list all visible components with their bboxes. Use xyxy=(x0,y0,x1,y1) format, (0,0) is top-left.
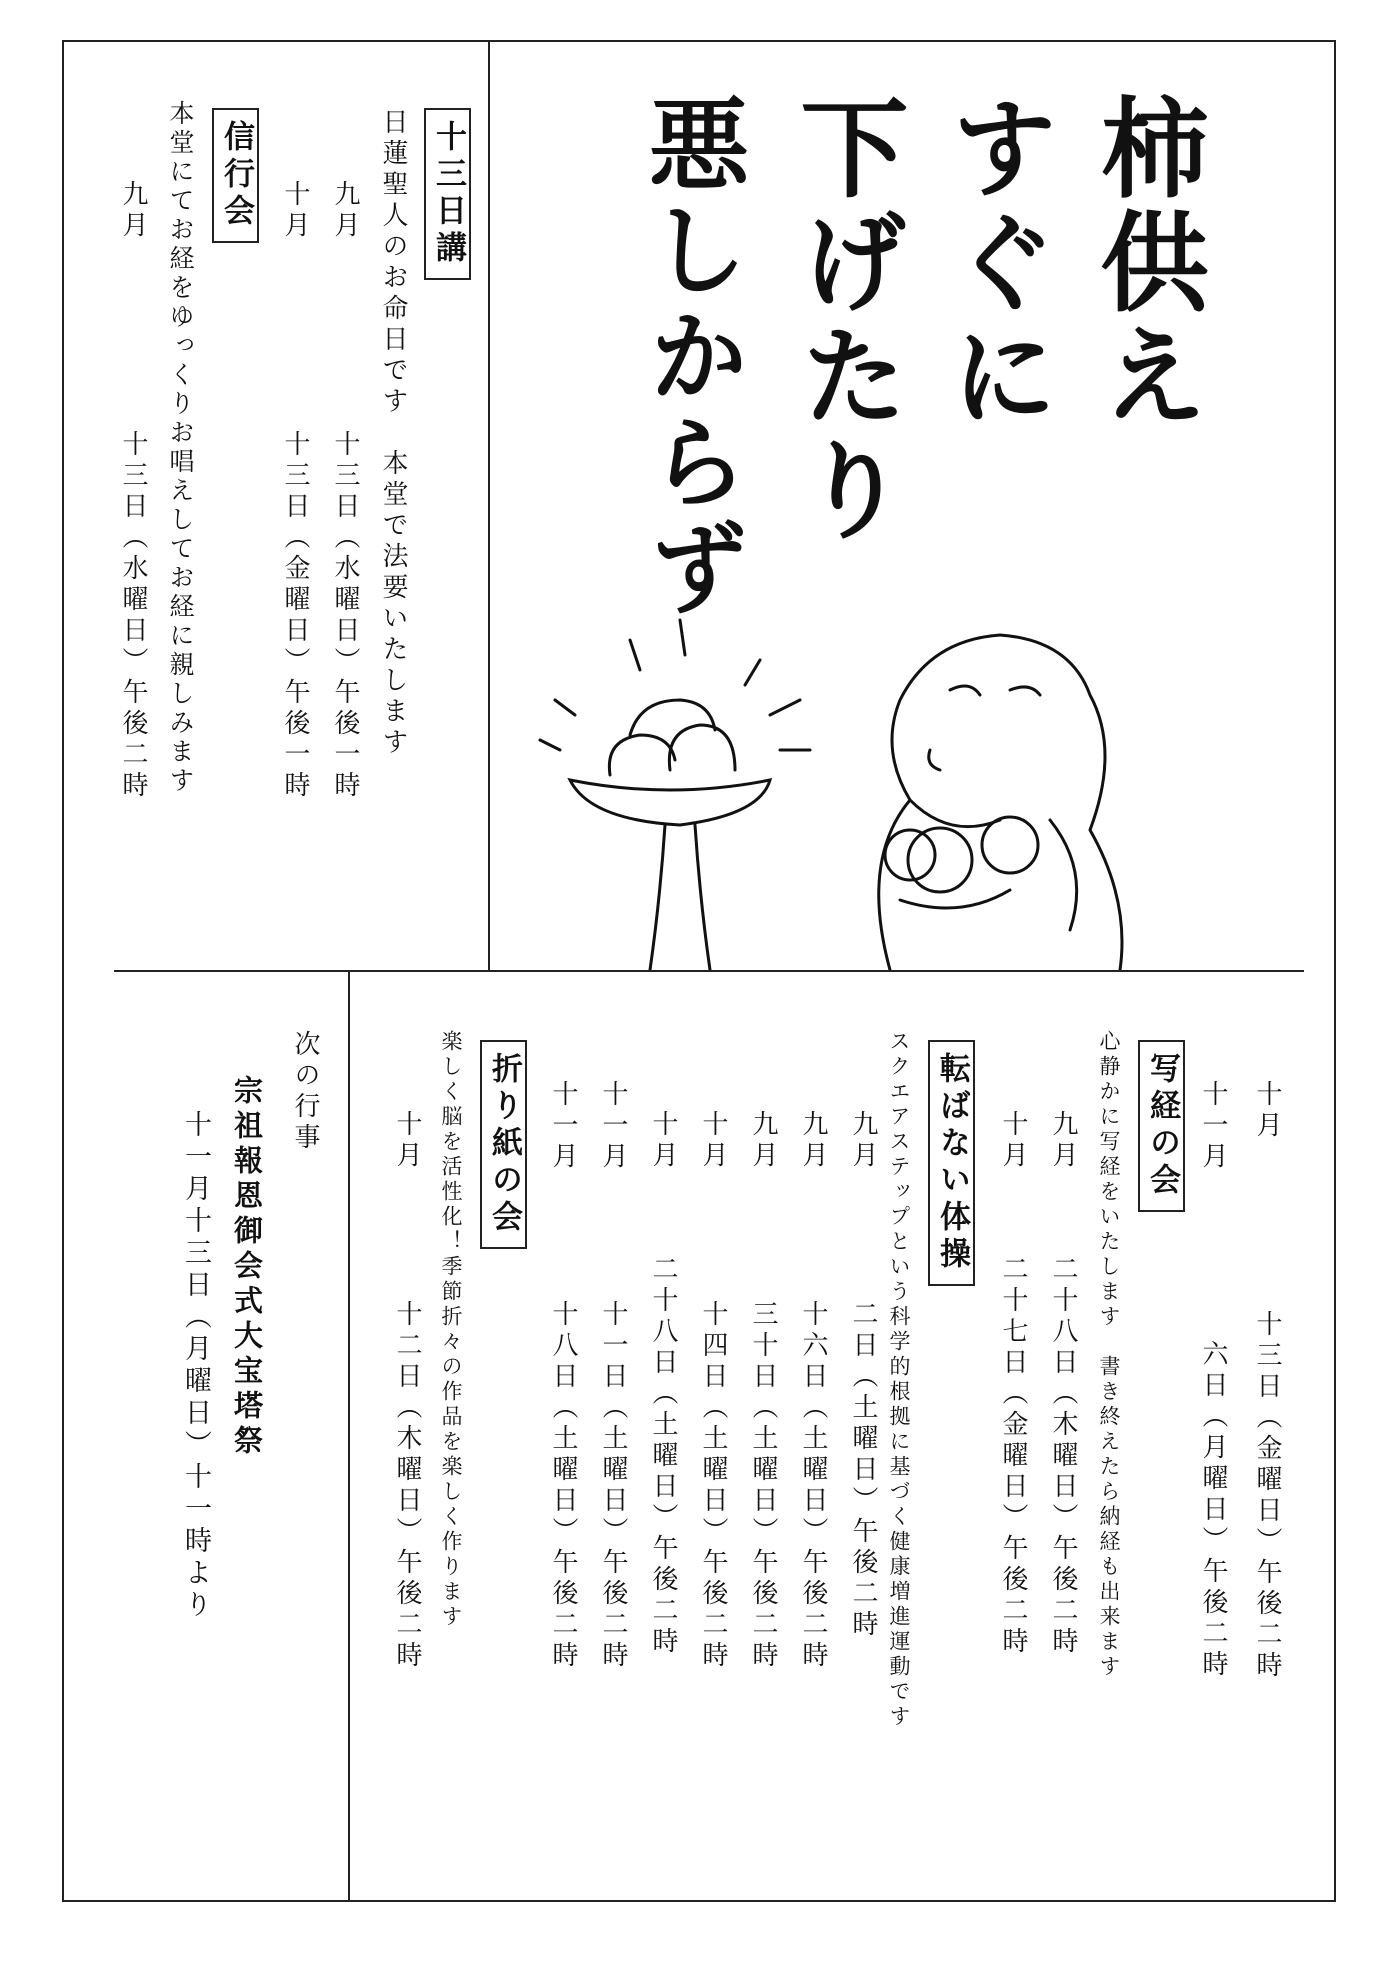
korobanai-month-7: 十一月 xyxy=(548,1080,578,1173)
korobanai-date-1: 二日（土曜日）午後二時 xyxy=(848,1300,878,1641)
shakyo-title: 写経の会 xyxy=(1138,1040,1185,1212)
calligraphy-line-1: 柿供え xyxy=(1082,92,1207,434)
shingyokai-month-1: 九月 xyxy=(118,180,148,242)
next-event-date: 十一月十三日（月曜日）十一時より xyxy=(180,1110,211,1622)
korobanai-month-6: 十一月 xyxy=(598,1080,628,1173)
shakyo-month-2: 十一月 xyxy=(1198,1080,1228,1173)
korobanai-date-4: 十四日（土曜日）午後二時 xyxy=(698,1300,728,1672)
next-event-name: 宗祖報恩御会式大宝塔祭 xyxy=(230,1075,264,1460)
korobanai-date-2: 十六日（土曜日）午後二時 xyxy=(798,1300,828,1672)
korobanai-description: スクエアステップという科学的根拠に基づく健康増進運動です xyxy=(887,1030,911,1730)
korobanai-month-2: 九月 xyxy=(798,1110,828,1172)
top-vertical-divider xyxy=(488,40,490,970)
jusanichiko-month-2: 十月 xyxy=(280,180,310,242)
korobanai-month-1: 九月 xyxy=(848,1110,878,1172)
origami-date-1: 十二日（木曜日）午後二時 xyxy=(392,1300,422,1672)
origami-month-1: 十月 xyxy=(392,1110,422,1172)
shingyokai-date-1: 十三日（水曜日）午後二時 xyxy=(118,430,148,802)
shakyo-date-2: 六日（月曜日）午後二時 xyxy=(1198,1340,1228,1681)
shakyo-month-3: 九月 xyxy=(1048,1110,1078,1172)
korobanai-date-5: 二十八日（土曜日）午後二時 xyxy=(648,1255,678,1658)
korobanai-month-5: 十月 xyxy=(648,1110,678,1172)
jusanichiko-date-2: 十三日（金曜日）午後一時 xyxy=(280,430,310,802)
shakyo-month-4: 十月 xyxy=(998,1110,1028,1172)
shakyo-month-1: 十月 xyxy=(1252,1080,1282,1142)
next-event-label: 次の行事 xyxy=(290,1030,320,1154)
calligraphy-line-4: 悪しからず xyxy=(632,92,749,622)
korobanai-title: 転ばない体操 xyxy=(928,1040,975,1286)
jusanichiko-title: 十三日講 xyxy=(424,108,471,280)
shakyo-date-4: 二十七日（金曜日）午後二時 xyxy=(998,1255,1028,1658)
origami-title: 折り紙の会 xyxy=(480,1040,527,1249)
girl-icon xyxy=(879,635,1122,970)
shakyo-description: 心静かに写経をいたします 書き終えたら納経も出来ます xyxy=(1097,1030,1121,1680)
shingyokai-title: 信行会 xyxy=(212,108,259,243)
offering-stand-icon xyxy=(540,620,810,970)
shingyokai-description: 本堂にてお経をゆっくりお唱えしてお経に親しみます xyxy=(166,100,195,796)
calligraphy-line-2: すぐに xyxy=(932,92,1057,434)
korobanai-month-4: 十月 xyxy=(698,1110,728,1172)
korobanai-date-6: 十一日（土曜日）午後二時 xyxy=(598,1300,628,1672)
girl-eating-persimmons-illustration xyxy=(530,600,1190,970)
korobanai-date-7: 十八日（土曜日）午後二時 xyxy=(548,1300,578,1672)
korobanai-date-3: 三十日（土曜日）午後二時 xyxy=(748,1300,778,1672)
shakyo-date-3: 二十八日（木曜日）午後二時 xyxy=(1048,1255,1078,1658)
jusanichiko-description: 日蓮聖人のお命日です 本堂で法要いたします xyxy=(378,108,408,759)
korobanai-month-3: 九月 xyxy=(748,1110,778,1172)
shakyo-date-1: 十三日（金曜日）午後二時 xyxy=(1252,1310,1282,1682)
jusanichiko-date-1: 十三日（水曜日）午後一時 xyxy=(330,430,360,802)
horizontal-divider xyxy=(114,970,1304,972)
origami-description: 楽しく脳を活性化！季節折々の作品を楽しく作ります xyxy=(439,1030,463,1630)
jusanichiko-month-1: 九月 xyxy=(330,180,360,242)
bottom-vertical-divider xyxy=(348,970,350,1902)
calligraphy-line-3: 下げたり xyxy=(782,92,907,548)
